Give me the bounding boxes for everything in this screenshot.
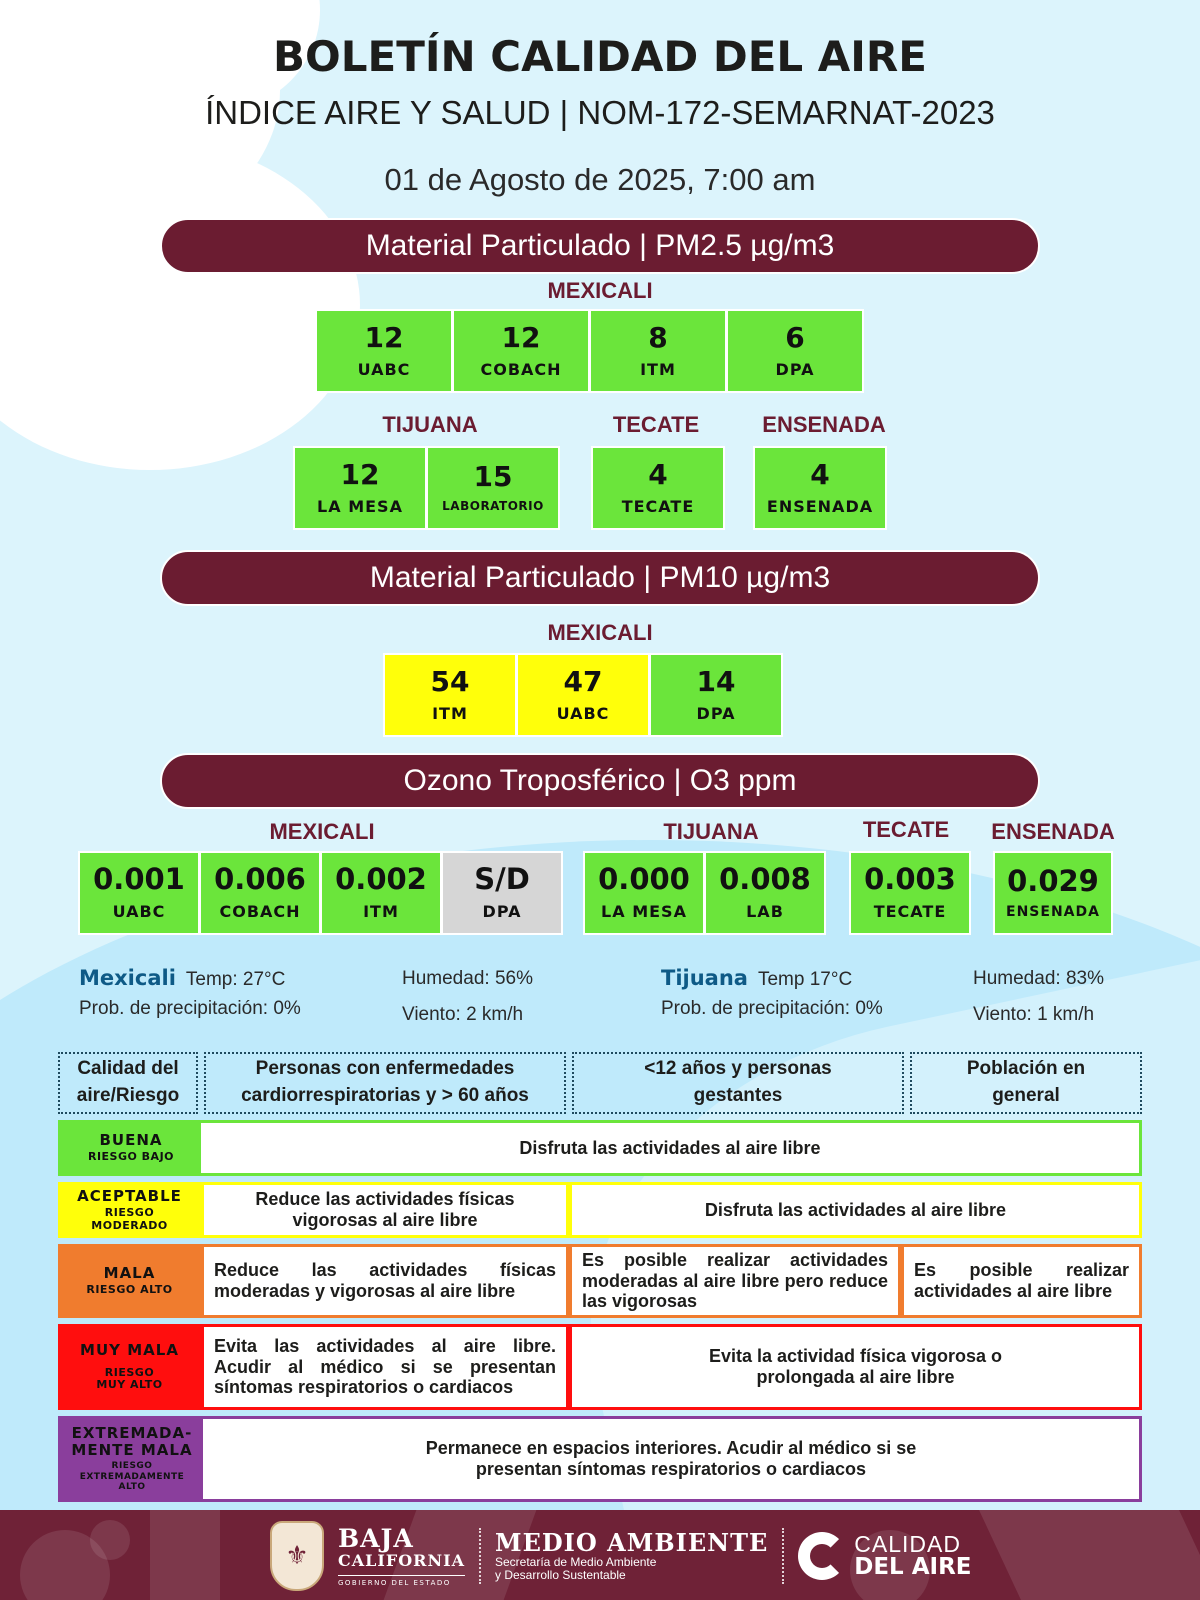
- station-name: TECATE: [621, 496, 695, 516]
- risk-level: EXTREMADA- MENTE MALA: [71, 1424, 193, 1459]
- risk-row-mala: [58, 1244, 1142, 1318]
- station-value: 4: [648, 457, 668, 491]
- page-title: BOLETÍN CALIDAD DEL AIRE: [273, 32, 927, 81]
- o3-city-tecate: TECATE: [862, 817, 950, 842]
- o3-city-ensenada: ENSENADA: [991, 819, 1115, 844]
- pm25-tecate-stations: [591, 446, 725, 530]
- program-line2: DEL AIRE: [854, 1554, 972, 1580]
- station-name: LA MESA: [317, 496, 403, 516]
- station-card: [995, 853, 1111, 933]
- dept-line2: y Desarrollo Sustentable: [495, 1568, 626, 1583]
- recommendation-cell: Evita la actividad física vigorosa o prolongada al aire libre: [572, 1327, 1139, 1407]
- station-value: 0.001: [93, 862, 185, 896]
- pm25-city-ensenada: ENSENADA: [762, 412, 886, 437]
- station-value: 0.002: [335, 862, 427, 896]
- station-card: [706, 853, 824, 933]
- station-name: DPA: [482, 902, 522, 921]
- station-value: 0.008: [719, 862, 811, 896]
- weather-mexicali-humidity: Humedad: 56%: [402, 968, 533, 989]
- weather-tijuana-precip: Prob. de precipitación: 0%: [661, 998, 883, 1019]
- air-quality-ring-icon: [798, 1532, 846, 1580]
- page-subtitle: ÍNDICE AIRE Y SALUD | NOM-172-SEMARNAT-2023: [205, 94, 995, 131]
- gov-name-line2: CALIFORNIA: [338, 1550, 465, 1570]
- station-name: ITM: [363, 902, 399, 921]
- footer-pattern: [150, 1510, 220, 1600]
- risk-description: RIESGO BAJO: [87, 1150, 175, 1164]
- station-name: DPA: [696, 703, 736, 723]
- dept-line1: Secretaría de Medio Ambiente: [495, 1555, 657, 1569]
- pm25-ensenada-stations: [753, 446, 887, 530]
- gov-name-line3: GOBIERNO DEL ESTADO: [338, 1575, 465, 1587]
- station-value: 6: [785, 320, 805, 354]
- recommendation-cell: Permanece en espacios interiores. Acudir al médico si se presentan síntomas respiratorios o cardiacos: [203, 1419, 1139, 1499]
- weather-mexicali-temp: [79, 966, 285, 991]
- divider: [782, 1528, 784, 1584]
- station-card: [295, 448, 425, 528]
- recommendation-cell: Reduce las actividades físicas vigorosas al aire libre: [204, 1185, 566, 1235]
- station-name: ITM: [432, 703, 468, 723]
- station-value: 0.003: [864, 862, 956, 896]
- risk-level: MALA: [103, 1263, 156, 1282]
- risk-description: RIESGO ALTO: [86, 1283, 173, 1297]
- station-value: 0.000: [598, 862, 690, 896]
- station-name: ENSENADA: [1006, 903, 1100, 920]
- pm25-city-tecate: TECATE: [612, 412, 700, 437]
- recommendation-cell: Disfruta las actividades al aire libre: [572, 1185, 1139, 1235]
- header-general-population: Población en general: [910, 1052, 1142, 1114]
- station-card: [322, 853, 440, 933]
- weather-tijuana-wind: Viento: 1 km/h: [973, 1004, 1095, 1025]
- station-name: COBACH: [480, 359, 562, 379]
- station-card: [593, 448, 723, 528]
- o3-ensenada-stations: [993, 851, 1113, 935]
- weather-tijuana-temp: [661, 966, 852, 991]
- temperature: Temp 17°C: [757, 969, 853, 990]
- station-value: 15: [473, 460, 513, 493]
- risk-level-label: [61, 1419, 203, 1499]
- pm10-mexicali-stations: [383, 653, 783, 737]
- program-line1: CALIDAD: [854, 1531, 961, 1557]
- risk-level-label: [61, 1327, 198, 1407]
- station-card: [428, 448, 558, 528]
- weather-tijuana-humidity: Humedad: 83%: [973, 968, 1104, 989]
- station-value: 8: [648, 320, 668, 354]
- o3-city-mexicali: MEXICALI: [269, 819, 375, 844]
- header-cardio-60: Personas con enfermedades cardiorrespiratorias y > 60 años: [204, 1052, 566, 1114]
- dept-title: MEDIO AMBIENTE: [495, 1527, 769, 1557]
- station-value: 0.029: [1007, 863, 1099, 898]
- risk-level: ACEPTABLE: [77, 1186, 182, 1205]
- divider: [479, 1528, 481, 1584]
- station-name: TECATE: [873, 902, 947, 921]
- state-coat-of-arms-icon: ⚜: [270, 1521, 324, 1591]
- station-name: DPA: [775, 359, 815, 379]
- pm25-tijuana-stations: [293, 446, 560, 530]
- calidad-del-aire-logo: [798, 1532, 971, 1580]
- station-card: [728, 311, 862, 391]
- risk-level: BUENA: [99, 1130, 163, 1149]
- o3-banner: Ozono Troposférico | O3 ppm: [160, 753, 1040, 809]
- station-card: [755, 448, 885, 528]
- risk-row-muy-mala: [58, 1324, 1142, 1410]
- station-name: UABC: [112, 902, 166, 921]
- station-card: [851, 853, 969, 933]
- station-name: ENSENADA: [766, 496, 874, 516]
- weather-city: Mexicali: [79, 966, 176, 990]
- station-card: [591, 311, 725, 391]
- risk-description: RIESGO MODERADO: [91, 1206, 168, 1232]
- station-name: UABC: [556, 703, 610, 723]
- pm25-city-mexicali: MEXICALI: [547, 278, 653, 303]
- footer-logos: [270, 1518, 972, 1594]
- baja-california-logo: [338, 1523, 465, 1587]
- risk-table: [58, 1052, 1142, 1502]
- risk-level-label: [61, 1123, 201, 1173]
- pm25-banner: Material Particulado | PM2.5 µg/m3: [160, 218, 1040, 274]
- station-card: [518, 655, 648, 735]
- station-value: 54: [430, 664, 470, 698]
- station-card: [201, 853, 319, 933]
- station-name: UABC: [357, 359, 411, 379]
- risk-row-extremadamente-mala: [58, 1416, 1142, 1502]
- recommendation-cell: Reduce las actividades físicas moderadas y vigorosas al aire libre: [204, 1247, 566, 1315]
- station-name: LABORATORIO: [442, 499, 544, 513]
- recommendation-cell: Es posible realizar actividades al aire libre: [904, 1247, 1139, 1315]
- station-name: LA MESA: [601, 902, 687, 921]
- weather-mexicali-precip: Prob. de precipitación: 0%: [79, 998, 301, 1019]
- station-value: S/D: [474, 862, 530, 896]
- gov-name-line1: BAJA: [338, 1523, 414, 1553]
- o3-city-tijuana: TIJUANA: [663, 819, 759, 844]
- station-value: 12: [501, 320, 541, 354]
- o3-tecate-stations: [849, 851, 971, 935]
- weather-mexicali-wind: Viento: 2 km/h: [402, 1004, 524, 1025]
- recommendation-cell: Evita las actividades al aire libre. Acudir al médico si se presentan síntomas respiratorios o cardiacos: [204, 1327, 566, 1407]
- pm10-banner: Material Particulado | PM10 µg/m3: [160, 550, 1040, 606]
- header-children-pregnant: <12 años y personas gestantes: [572, 1052, 904, 1114]
- bulletin-date: 01 de Agosto de 2025, 7:00 am: [384, 162, 816, 197]
- risk-level-label: [61, 1247, 198, 1315]
- station-card: [80, 853, 198, 933]
- risk-description: RIESGO EXTREMADAMENTE ALTO: [79, 1461, 185, 1493]
- station-value: 14: [696, 664, 736, 698]
- station-name: ITM: [640, 359, 676, 379]
- station-value: 12: [364, 320, 404, 354]
- pm25-mexicali-stations: [315, 309, 864, 393]
- footer: [0, 1510, 1200, 1600]
- recommendation-cell: Disfruta las actividades al aire libre: [201, 1123, 1139, 1173]
- risk-description: RIESGO MUY ALTO: [96, 1365, 163, 1392]
- o3-mexicali-stations: [78, 851, 563, 935]
- pm25-city-tijuana: TIJUANA: [382, 412, 478, 437]
- station-card: [443, 853, 561, 933]
- risk-row-buena: [58, 1120, 1142, 1176]
- header-air-quality: Calidad del aire/Riesgo: [58, 1052, 198, 1114]
- station-card: [585, 853, 703, 933]
- risk-level-label: [61, 1185, 198, 1235]
- recommendation-cell: Es posible realizar actividades moderadas al aire libre pero reduce las vigorosas: [572, 1247, 898, 1315]
- medio-ambiente-logo: [495, 1527, 769, 1583]
- risk-level: MUY MALA: [80, 1341, 179, 1360]
- station-value: 47: [563, 664, 603, 698]
- risk-row-aceptable: [58, 1182, 1142, 1238]
- station-value: 0.006: [214, 862, 306, 896]
- station-card: [385, 655, 515, 735]
- footer-pattern: [90, 1520, 130, 1560]
- station-value: 4: [810, 457, 830, 491]
- station-card: [651, 655, 781, 735]
- weather-city: Tijuana: [661, 966, 748, 990]
- station-card: [454, 311, 588, 391]
- station-card: [317, 311, 451, 391]
- o3-tijuana-stations: [583, 851, 826, 935]
- risk-table-header: [58, 1052, 1142, 1114]
- station-value: 12: [340, 457, 380, 491]
- station-name: COBACH: [219, 902, 301, 921]
- temperature: Temp: 27°C: [185, 969, 286, 990]
- station-name: LAB: [746, 902, 784, 921]
- footer-pattern: [979, 1510, 1200, 1600]
- pm10-city-mexicali: MEXICALI: [547, 620, 653, 645]
